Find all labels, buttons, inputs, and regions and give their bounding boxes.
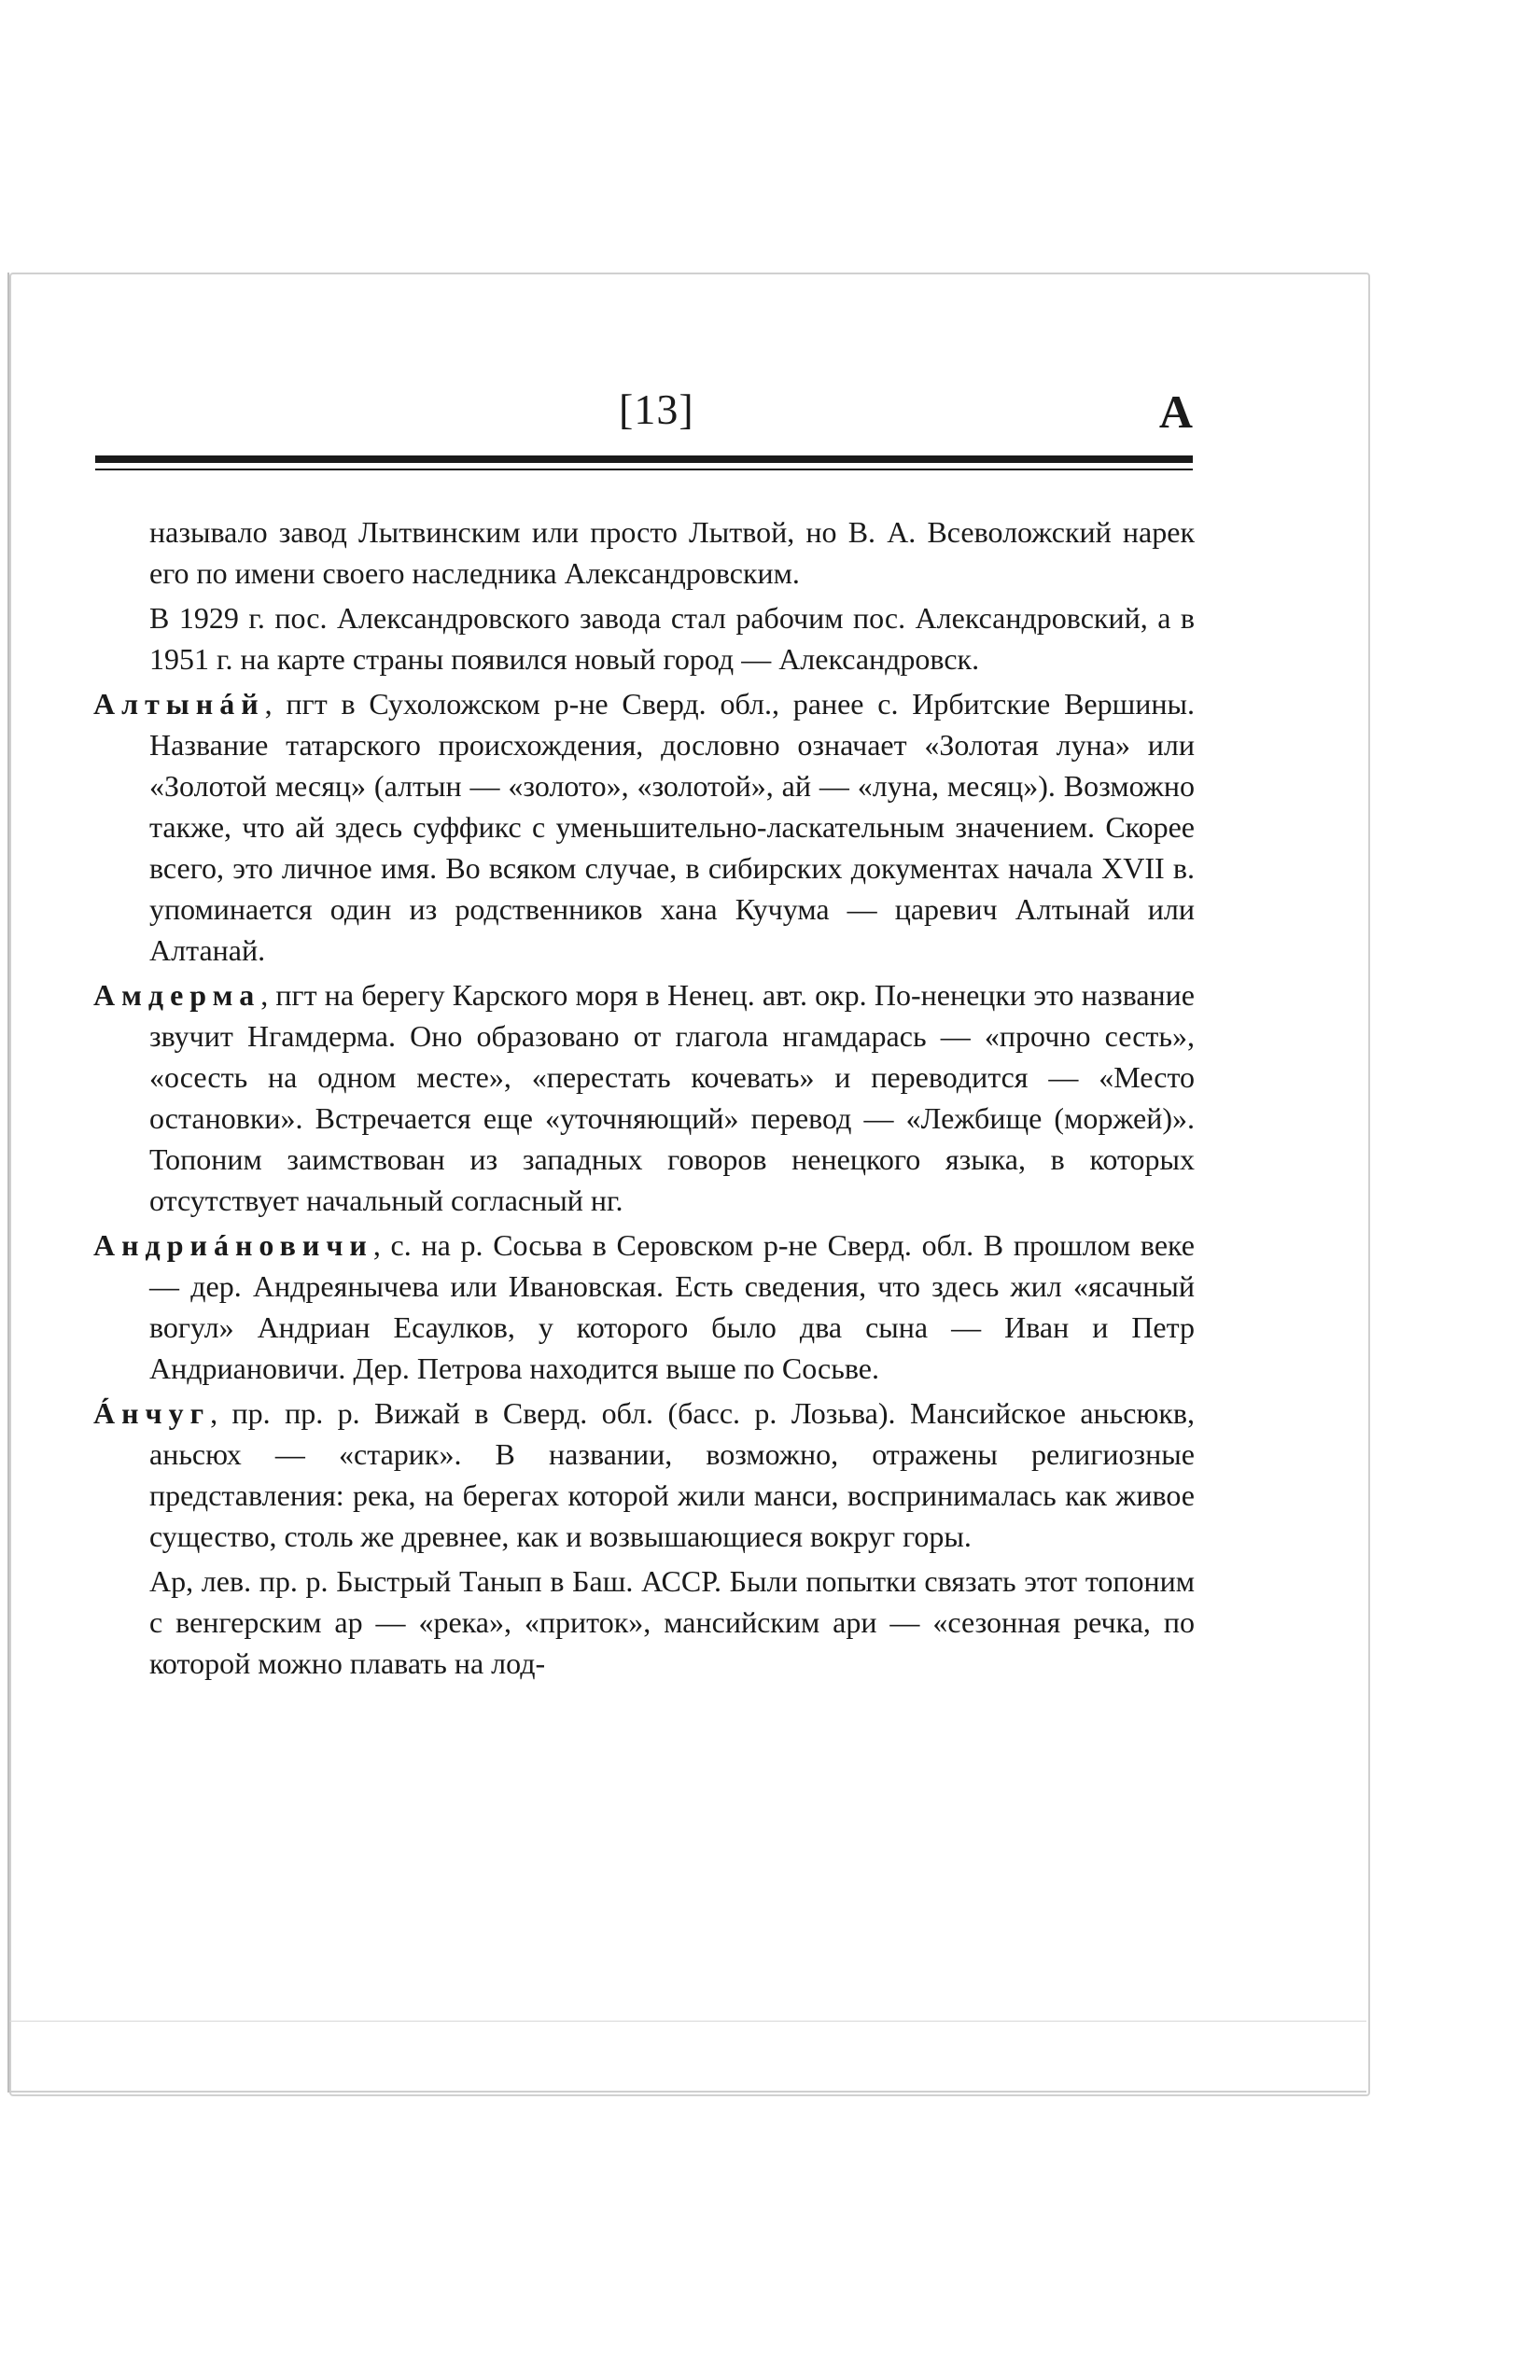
dictionary-entry (93, 1225, 1195, 1389)
page-bottom-edge (9, 2091, 1366, 2093)
paragraph-text: Ар, лев. пр. р. Быстрый Танып в Баш. АССР. Были попытки связать этот топоним с венгерским ар — «река», «приток», мансийским ари — «сезонная речка, по которой можно плавать на лод- (149, 1564, 1195, 1680)
section-letter: А (1158, 385, 1193, 438)
paragraph (93, 597, 1195, 679)
entry-text: , пгт на берегу Карского моря в Ненец. авт. окр. По-ненецки это название звучит Нгамдерма. Оно образовано от глагола нгамдарась — «прочно сесть», «осесть на одном месте», «перестать кочевать» и переводится — «Место остановки». Встречается еще «уточняющий» перевод — «Лежбище (моржей)». Топоним заимствован из западных говоров ненецкого языка, в которых отсутствует начальный согласный нг. (149, 978, 1195, 1217)
footer-divider (9, 2021, 1366, 2022)
entry-headword: Áнчуг (93, 1396, 211, 1430)
paragraph (93, 1561, 1195, 1684)
dictionary-entry (93, 1393, 1195, 1557)
page-number: [13] (619, 385, 694, 433)
continued-paragraph (93, 511, 1195, 594)
entry-text: , пгт в Сухоложском р-не Сверд. обл., ранее с. Ирбитские Вершины. Название татарского происхождения, дословно означает «Золотая луна» или «Золотой месяц» (алтын — «золото», «золотой», ай — «луна, месяц»). Возможно также, что ай здесь суффикс с уменьшительно-ласкательным значением. Скорее всего, это личное имя. Во всяком случае, в сибирских документах начала XVII в. упоминается один из родственников хана Кучума — царевич Алтынай или Алтанай. (149, 687, 1195, 967)
page-header (91, 373, 1193, 457)
dictionary-entry (93, 683, 1195, 971)
entry-headword: Андриáновичи (93, 1228, 373, 1262)
header-rule-thin (95, 469, 1193, 470)
header-rule-thick (95, 455, 1193, 463)
paragraph-text: В 1929 г. пос. Александровского завода стал рабочим пос. Александровский, а в 1951 г. на карте страны появился новый город — Александровск. (149, 601, 1195, 676)
entry-text: , с. на р. Сосьва в Серовском р-не Сверд. обл. В прошлом веке — дер. Андреянычева или Ивановская. Есть сведения, что здесь жил «ясачный вогул» Андриан Есаулков, у которого было два сына — Иван и Петр Андриановичи. Дер. Петрова находится выше по Сосьве. (149, 1228, 1195, 1385)
entry-text: , пр. пр. р. Вижай в Сверд. обл. (басс. р. Лозьва). Мансийское аньсюкв, аньсюх — «старик». В названии, возможно, отражены религиозные представления: река, на берегах которой жили манси, воспринималась как живое существо, столь же древнее, как и возвышающиеся вокруг горы. (149, 1396, 1195, 1553)
entry-headword: Алтынáй (93, 687, 265, 721)
scan-edge (7, 273, 9, 2093)
entry-headword: Амдерма (93, 978, 261, 1012)
dictionary-text (93, 511, 1195, 1687)
paragraph-text: называло завод Лытвинским или просто Лытвой, но В. А. Всеволожский нарек его по имени своего наследника Александровским. (149, 515, 1195, 590)
dictionary-entry (93, 974, 1195, 1221)
